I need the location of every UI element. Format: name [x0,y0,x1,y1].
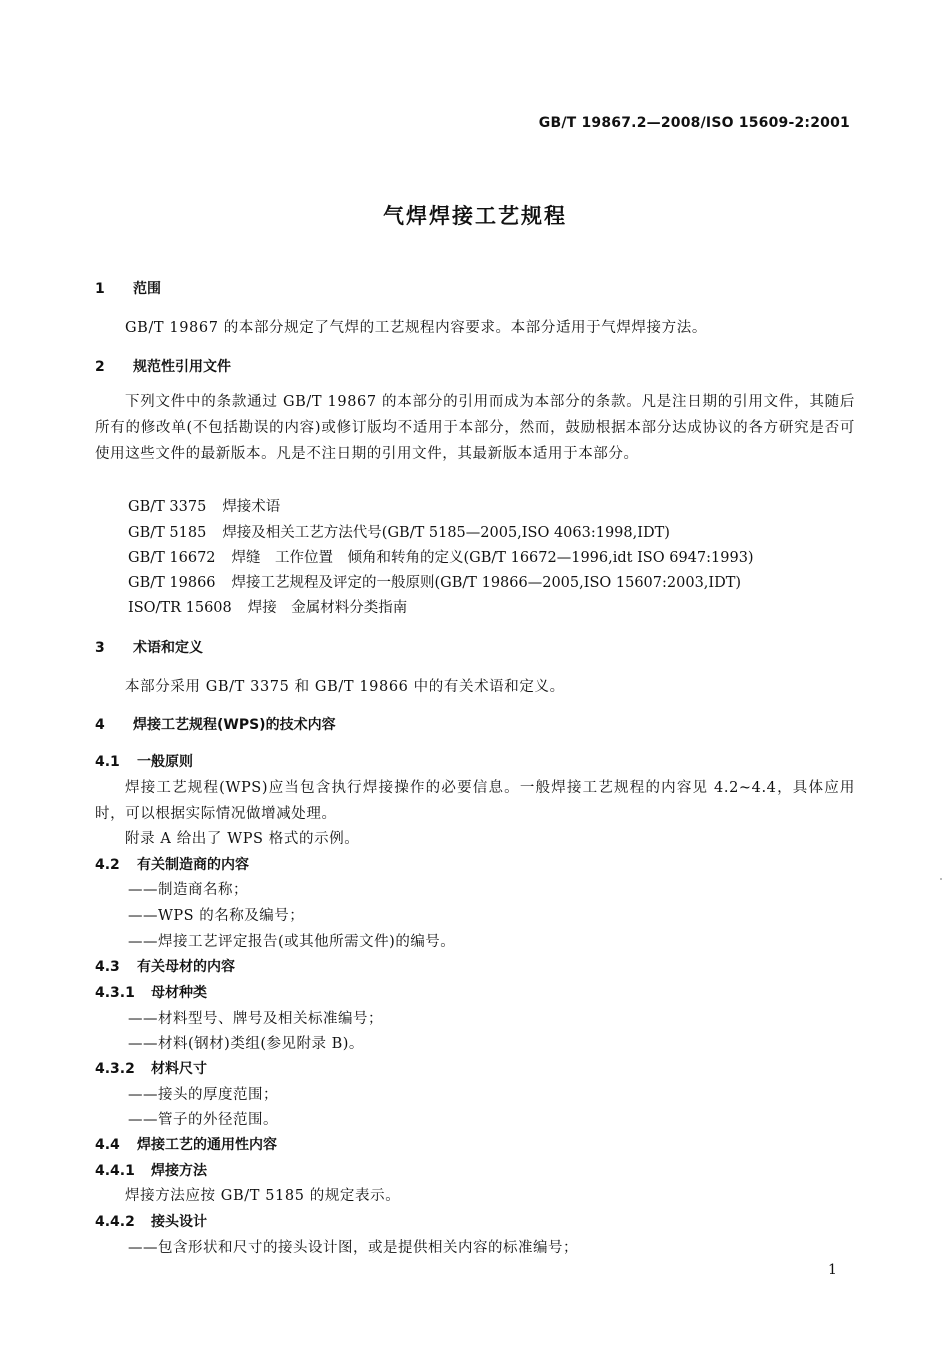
section-title: 焊接方法 [151,1163,207,1179]
list-item: ——制造商名称； [128,882,248,898]
section-4-1-text: 焊接工艺规程(WPS)应当包含执行焊接操作的必要信息。一般焊接工艺规程的内容见 4.2~4.4，具体应用时，可以根据实际情况做增减处理。 [95,780,855,822]
section-number: 3 [95,640,105,656]
section-number: 1 [95,281,105,297]
section-title: 有关制造商的内容 [137,857,249,873]
list-item: ——材料型号、牌号及相关标准编号； [128,1011,383,1027]
section-1-heading [95,279,161,299]
section-title: 规范性引用文件 [133,359,231,375]
section-number: 4.3 [95,959,120,975]
section-title: 焊接工艺规程(WPS)的技术内容 [133,717,336,733]
reference-title: 焊接 金属材料分类指南 [247,600,408,616]
reference-item [128,497,280,517]
section-title: 母材种类 [151,985,207,1001]
section-title: 一般原则 [137,754,193,770]
section-number: 4.4.1 [95,1163,135,1179]
section-4-heading [95,715,336,735]
section-title: 范围 [133,281,161,297]
section-3-text: 本部分采用 GB/T 3375 和 GB/T 19866 中的有关术语和定义。 [125,679,565,695]
list-item: ——WPS 的名称及编号； [128,908,305,924]
section-number: 4.4.2 [95,1214,135,1230]
list-item: ——材料(钢材)类组(参见附录 B)。 [128,1036,364,1052]
section-title: 材料尺寸 [151,1061,207,1077]
section-number: 4.3.2 [95,1061,135,1077]
section-number: 4.2 [95,857,120,873]
section-number: 4.1 [95,754,120,770]
section-title: 术语和定义 [133,640,203,656]
section-4-3-2-heading [95,1059,207,1079]
document-title: 气焊焊接工艺规程 [383,204,567,228]
reference-code: GB/T 19866 [128,575,216,591]
section-3-heading [95,638,203,658]
section-number: 4.4 [95,1137,120,1153]
reference-code: GB/T 5185 [128,525,207,541]
reference-title: 焊接及相关工艺方法代号(GB/T 5185—2005,ISO 4063:1998,IDT) [222,525,670,541]
section-title: 焊接工艺的通用性内容 [137,1137,277,1153]
reference-title: 焊接术语 [222,499,281,515]
reference-code: GB/T 16672 [128,550,216,566]
section-4-1-annex-note: 附录 A 给出了 WPS 格式的示例。 [125,831,360,847]
section-4-1-heading [95,752,193,772]
section-number: 2 [95,359,105,375]
list-item: ——管子的外径范围。 [128,1112,278,1128]
section-4-3-heading [95,957,235,977]
list-item: ——包含形状和尺寸的接头设计图，或是提供相关内容的标准编号； [128,1240,578,1256]
section-number: 4.3.1 [95,985,135,1001]
reference-item [128,523,670,543]
reference-title: 焊接工艺规程及评定的一般原则(GB/T 19866—2005,ISO 15607:2003,IDT) [231,575,742,591]
section-4-2-heading [95,855,249,875]
reference-item [128,548,754,568]
reference-code: GB/T 3375 [128,499,207,515]
reference-title: 焊缝 工作位置 倾角和转角的定义(GB/T 16672—1996,idt ISO 6947:1993) [231,550,754,566]
scan-artifact [940,878,942,880]
section-4-4-heading [95,1135,277,1155]
reference-item [128,598,407,618]
list-item: ——焊接工艺评定报告(或其他所需文件)的编号。 [128,934,456,950]
standard-code: GB/T 19867.2—2008/ISO 15609-2:2001 [538,115,850,131]
section-title: 接头设计 [151,1214,207,1230]
section-title: 有关母材的内容 [137,959,235,975]
page-number: 1 [828,1262,837,1278]
section-number: 4 [95,717,105,733]
reference-code: ISO/TR 15608 [128,600,232,616]
section-4-4-2-heading [95,1212,207,1232]
section-4-4-1-heading [95,1161,207,1181]
section-4-4-1-text: 焊接方法应按 GB/T 5185 的规定表示。 [125,1188,401,1204]
section-2-text: 下列文件中的条款通过 GB/T 19867 的本部分的引用而成为本部分的条款。凡是注日期的引用文件，其随后所有的修改单(不包括勘误的内容)或修订版均不适用于本部分，然而，鼓励根据本部分达成协议的各方研究是否可使用这些文件的最新版本。凡是不注日期的引用文件，其最新版本适用于本部分。 [95,394,855,462]
reference-item [128,573,741,593]
section-2-heading [95,357,231,377]
section-1-text: GB/T 19867 的本部分规定了气焊的工艺规程内容要求。本部分适用于气焊焊接方法。 [125,320,707,336]
section-4-3-1-heading [95,983,207,1003]
list-item: ——接头的厚度范围； [128,1087,278,1103]
